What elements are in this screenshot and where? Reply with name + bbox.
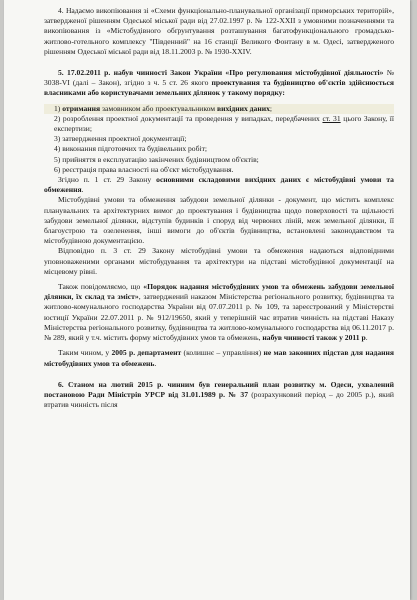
list-item: 2) розроблення проектної документації та проведення у випадках, передбачених ст. 31 цього Закону, її експертизи; [54, 113, 394, 134]
paragraph-basic-data: Згідно п. 1 ст. 29 Закону основними складовими вихідних даних є містобудівні умови та обмеження. [44, 175, 394, 195]
document-page [4, 0, 410, 600]
list-item: 1) отримання замовником або проектувальником вихідних даних; [44, 104, 394, 114]
paragraph-5: 5. 17.02.2011 р. набув чинності Закон України «Про регулювання містобудівної діяльності» № 3038-VI (далі – Закон), згідно з ч. 5 ст. 26 якого проектування та будівництво об'єктів здійснюється власниками або користувачами земельних ділянок у такому порядку: [44, 68, 394, 98]
list-item: 5) прийняття в експлуатацію закінчених будівництвом об'єктів; [54, 154, 259, 164]
procedure-list [44, 104, 394, 175]
paragraph-4: 4. Надаємо викопіювання зі «Схеми функціонально-планувальної організації приморських територій», затвердженої рішенням Одеської міської ради від 27.02.1997 р. № 122-XXII з умовними позначеннями та викопіювання із «Містобудівного обґрунтування розташування багатофункціонального громадсько-житлово-готельного комплексу "Південний" на 16 станції Великого Фонтану в м. Одесі, затвердженого рішенням Одеської міської ради від 18.11.2003 р. № 1930-XXIV. [44, 6, 394, 56]
paragraph-6: 6. Станом на лютий 2015 р. чинним був генеральний план розвитку м. Одеси, ухвалений постановою Ради Міністрів УРСР від 31.01.1989 р. № 37 (розрахунковий період – до 2005 р.), який втратив чинність після [44, 379, 394, 410]
paragraph-definition: Містобудівні умови та обмеження забудови земельної ділянки - документ, що містить комплекс планувальних та архітектурних вимог до проектування і будівництва щодо поверховості та щільності забудови земельної ділянки, відступів будинків і споруд від червоних ліній, меж земельної ділянки, її благоустрою та озеленення, інші вимоги до об'єктів будівництва, встановлені законодавством та містобудівною документацією. [44, 195, 394, 246]
list-item: 6) реєстрація права власності на об'єкт містобудування. [54, 164, 234, 174]
document-text [44, 6, 394, 410]
law-article-link[interactable]: ст. 31 [322, 113, 341, 123]
list-item: 3) затвердження проектної документації; [54, 134, 187, 144]
paragraph-conclusion: Таким чином, у 2005 р. департамент (колишнє – управління) не мав законних підстав для надання містобудівних умов та обмежень. [44, 348, 394, 368]
paragraph-order: Також повідомляємо, що «Порядок надання містобудівних умов та обмежень забудови земельної ділянки, їх склад та зміст», затверджений наказом Міністерства регіонального розвитку, будівництва та житлово-комунального господарства України від 07.07.2011 р. № 109, та зареєстрований у Міністерстві юстиції України 22.07.2011 р. № 912/19650, який у теперішній час втратив чинність на підставі Наказу Міністерства регіонального розвитку, будівництва та житлово-комунального господарства від 06.11.2017 р. № 289, який у т.ч. містить форму містобудівних умов та обмежень, набув чинності також у 2011 р. [44, 282, 395, 343]
list-item: 4) виконання підготовчих та будівельних робіт; [54, 144, 208, 154]
paragraph-article-3: Відповідно п. 3 ст. 29 Закону містобудівні умови та обмеження надаються відповідними уповноваженими органами містобудування та архітектури на підставі містобудівної документації на місцевому рівні. [44, 246, 394, 276]
